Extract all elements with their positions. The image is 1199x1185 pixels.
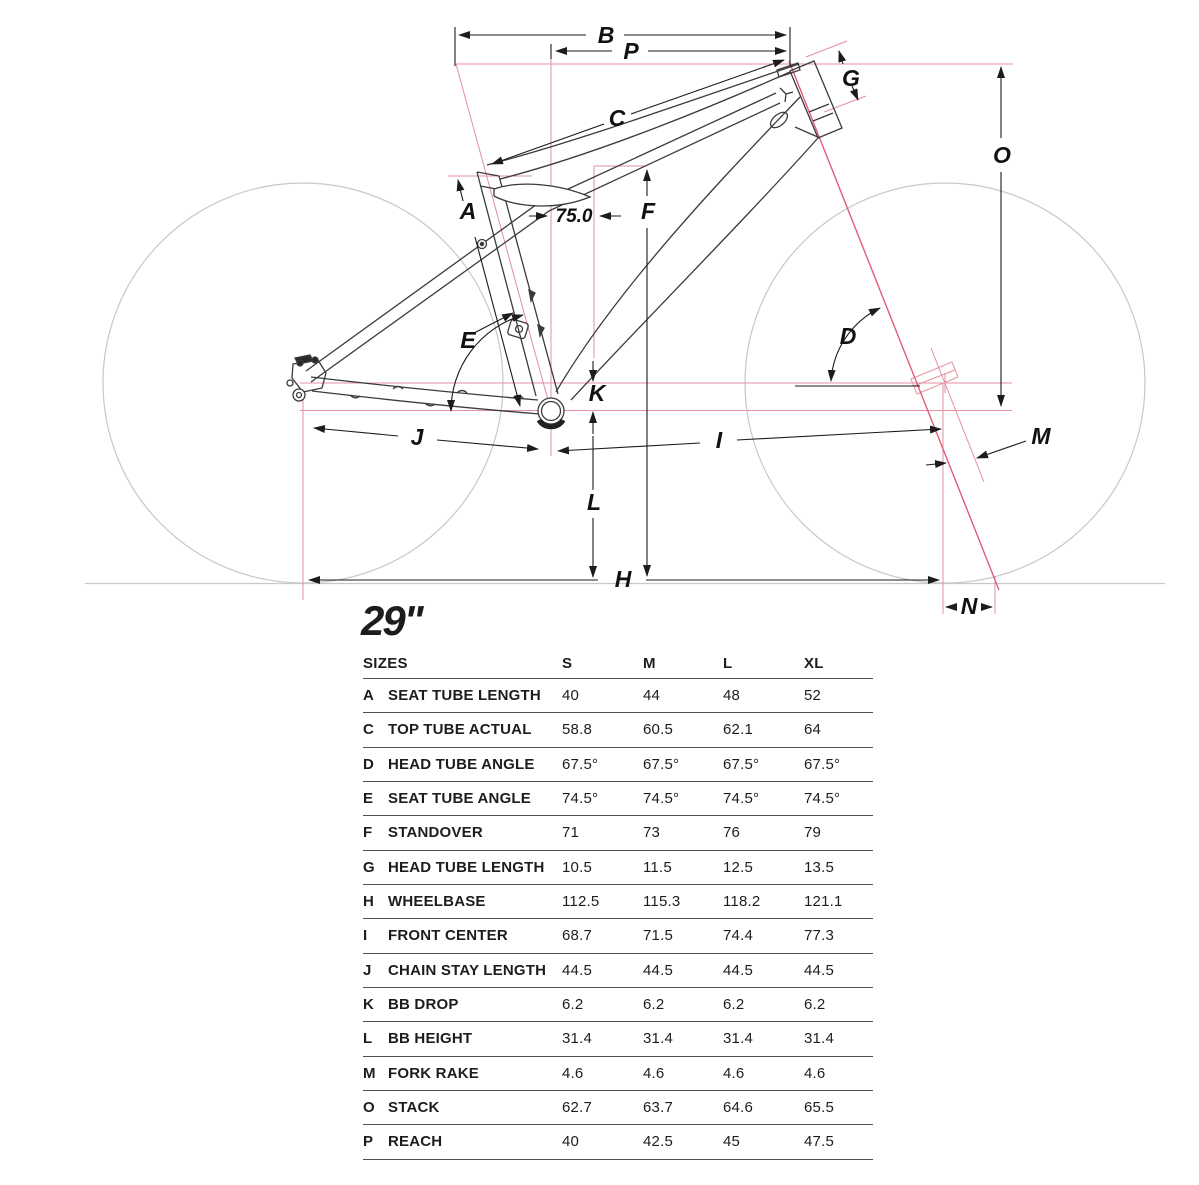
row-value-l: 64.6 bbox=[723, 1099, 753, 1117]
dimension-label-d: D bbox=[839, 323, 857, 349]
wheel-size-title: 29" bbox=[361, 597, 422, 644]
row-value-m: 4.6 bbox=[643, 1064, 665, 1082]
row-value-xl: 6.2 bbox=[804, 996, 826, 1014]
row-value-s: 58.8 bbox=[562, 721, 592, 739]
row-name: STACK bbox=[388, 1099, 440, 1117]
table-row bbox=[363, 1124, 873, 1158]
row-value-xl: 121.1 bbox=[804, 893, 843, 911]
row-value-xl: 52 bbox=[804, 687, 822, 705]
row-value-xl: 74.5° bbox=[804, 790, 841, 808]
table-row bbox=[363, 815, 873, 849]
row-letter: H bbox=[363, 893, 375, 911]
row-value-xl: 77.3 bbox=[804, 927, 834, 945]
table-header-size-m: M bbox=[643, 654, 656, 672]
row-letter: I bbox=[363, 927, 368, 945]
row-name: STANDOVER bbox=[388, 824, 483, 842]
row-value-l: 67.5° bbox=[723, 755, 760, 773]
table-row bbox=[363, 953, 873, 987]
row-name: CHAIN STAY LENGTH bbox=[388, 961, 547, 979]
table-row bbox=[363, 712, 873, 746]
frame-drawing bbox=[287, 61, 842, 427]
table-row bbox=[363, 678, 873, 712]
row-value-s: 40 bbox=[562, 1133, 580, 1151]
row-value-s: 67.5° bbox=[562, 755, 599, 773]
row-value-l: 48 bbox=[723, 687, 741, 705]
dimension-label-n: N bbox=[960, 593, 978, 619]
table-row bbox=[363, 1056, 873, 1090]
row-value-xl: 4.6 bbox=[804, 1064, 826, 1082]
row-value-s: 112.5 bbox=[562, 893, 600, 911]
row-value-l: 74.4 bbox=[723, 927, 753, 945]
row-letter: M bbox=[363, 1064, 376, 1082]
row-value-xl: 31.4 bbox=[804, 1030, 834, 1048]
table-row bbox=[363, 1090, 873, 1124]
row-value-l: 12.5 bbox=[723, 858, 753, 876]
row-value-l: 62.1 bbox=[723, 721, 753, 739]
row-value-l: 31.4 bbox=[723, 1030, 753, 1048]
row-value-s: 31.4 bbox=[562, 1030, 592, 1048]
row-letter: E bbox=[363, 790, 374, 808]
row-name: BB HEIGHT bbox=[388, 1030, 473, 1048]
row-value-s: 74.5° bbox=[562, 790, 599, 808]
dimension-label-k: K bbox=[588, 380, 606, 406]
seat-angle-actual-value: 75.0 bbox=[555, 206, 593, 227]
row-value-xl: 44.5 bbox=[804, 961, 834, 979]
dimension-label-p: P bbox=[623, 38, 639, 64]
row-value-xl: 47.5 bbox=[804, 1133, 834, 1151]
row-value-xl: 65.5 bbox=[804, 1099, 834, 1117]
dimension-label-c: C bbox=[608, 105, 626, 131]
row-value-m: 63.7 bbox=[643, 1099, 673, 1117]
row-value-s: 71 bbox=[562, 824, 580, 842]
dimension-label-l: L bbox=[586, 489, 602, 515]
row-name: REACH bbox=[388, 1133, 443, 1151]
geometry-table-body bbox=[363, 678, 873, 1159]
table-row bbox=[363, 918, 873, 952]
row-value-s: 4.6 bbox=[562, 1064, 584, 1082]
table-row bbox=[363, 747, 873, 781]
dimension-label-g: G bbox=[842, 65, 860, 91]
dimension-label-j: J bbox=[410, 424, 424, 450]
row-value-m: 67.5° bbox=[643, 755, 680, 773]
row-letter: G bbox=[363, 858, 375, 876]
dimension-label-i: I bbox=[715, 427, 723, 453]
row-value-m: 115.3 bbox=[643, 893, 681, 911]
row-letter: O bbox=[363, 1099, 375, 1117]
table-header-size-s: S bbox=[562, 654, 573, 672]
row-name: HEAD TUBE LENGTH bbox=[388, 858, 545, 876]
table-row bbox=[363, 1021, 873, 1055]
fork-crown-outline bbox=[911, 362, 958, 394]
dimension-label-a: A bbox=[459, 198, 477, 224]
row-letter: A bbox=[363, 687, 375, 705]
row-value-l: 118.2 bbox=[723, 893, 761, 911]
row-value-m: 71.5 bbox=[643, 927, 673, 945]
top-tube bbox=[487, 64, 799, 179]
row-name: TOP TUBE ACTUAL bbox=[388, 721, 532, 739]
row-value-m: 11.5 bbox=[643, 858, 672, 876]
dimension-label-o: O bbox=[993, 142, 1011, 168]
geometry-table bbox=[363, 648, 873, 1160]
row-letter: J bbox=[363, 961, 372, 979]
row-value-m: 31.4 bbox=[643, 1030, 673, 1048]
row-name: WHEELBASE bbox=[388, 893, 486, 911]
table-header-sizes: SIZES bbox=[363, 654, 408, 672]
dimension-label-b: B bbox=[597, 22, 615, 48]
row-name: BB DROP bbox=[388, 996, 459, 1014]
table-header-size-xl: XL bbox=[804, 654, 824, 672]
row-name: SEAT TUBE LENGTH bbox=[388, 687, 541, 705]
row-name: FORK RAKE bbox=[388, 1064, 479, 1082]
row-value-s: 62.7 bbox=[562, 1099, 592, 1117]
row-value-s: 10.5 bbox=[562, 858, 592, 876]
down-tube bbox=[556, 97, 820, 400]
row-value-l: 4.6 bbox=[723, 1064, 745, 1082]
head-tube bbox=[777, 61, 842, 138]
row-letter: F bbox=[363, 824, 373, 842]
row-letter: P bbox=[363, 1133, 374, 1151]
rack-boss bbox=[478, 240, 487, 249]
row-value-l: 74.5° bbox=[723, 790, 760, 808]
row-value-l: 76 bbox=[723, 824, 741, 842]
dimension-label-h: H bbox=[614, 566, 632, 592]
row-letter: K bbox=[363, 996, 375, 1014]
seat-stay-bridge bbox=[494, 184, 590, 206]
row-value-xl: 64 bbox=[804, 721, 822, 739]
table-row bbox=[363, 850, 873, 884]
row-letter: L bbox=[363, 1030, 373, 1048]
row-value-l: 6.2 bbox=[723, 996, 745, 1014]
row-value-m: 44 bbox=[643, 687, 661, 705]
row-name: HEAD TUBE ANGLE bbox=[388, 755, 535, 773]
dimension-label-f: F bbox=[640, 198, 656, 224]
row-value-m: 6.2 bbox=[643, 996, 665, 1014]
table-row bbox=[363, 884, 873, 918]
row-letter: D bbox=[363, 755, 375, 773]
row-value-s: 6.2 bbox=[562, 996, 584, 1014]
row-value-m: 44.5 bbox=[643, 961, 673, 979]
row-value-s: 40 bbox=[562, 687, 580, 705]
row-name: SEAT TUBE ANGLE bbox=[388, 790, 532, 808]
row-value-s: 44.5 bbox=[562, 961, 592, 979]
table-row bbox=[363, 987, 873, 1021]
row-value-l: 44.5 bbox=[723, 961, 753, 979]
table-header-size-l: L bbox=[723, 654, 733, 672]
row-value-m: 74.5° bbox=[643, 790, 680, 808]
table-header-row bbox=[363, 648, 873, 678]
dimension-label-m: M bbox=[1031, 423, 1051, 449]
dimension-label-e: E bbox=[460, 327, 476, 353]
row-value-m: 73 bbox=[643, 824, 661, 842]
row-value-xl: 67.5° bbox=[804, 755, 841, 773]
row-value-xl: 13.5 bbox=[804, 858, 834, 876]
steering-axis-line bbox=[789, 61, 999, 590]
row-value-xl: 79 bbox=[804, 824, 822, 842]
bottom-bracket bbox=[538, 398, 564, 427]
row-letter: C bbox=[363, 721, 375, 739]
dimension-lines bbox=[309, 27, 1026, 607]
row-value-m: 42.5 bbox=[643, 1133, 673, 1151]
table-row bbox=[363, 781, 873, 815]
row-name: FRONT CENTER bbox=[388, 927, 508, 945]
row-value-s: 68.7 bbox=[562, 927, 592, 945]
row-value-m: 60.5 bbox=[643, 721, 673, 739]
row-value-l: 45 bbox=[723, 1133, 741, 1151]
